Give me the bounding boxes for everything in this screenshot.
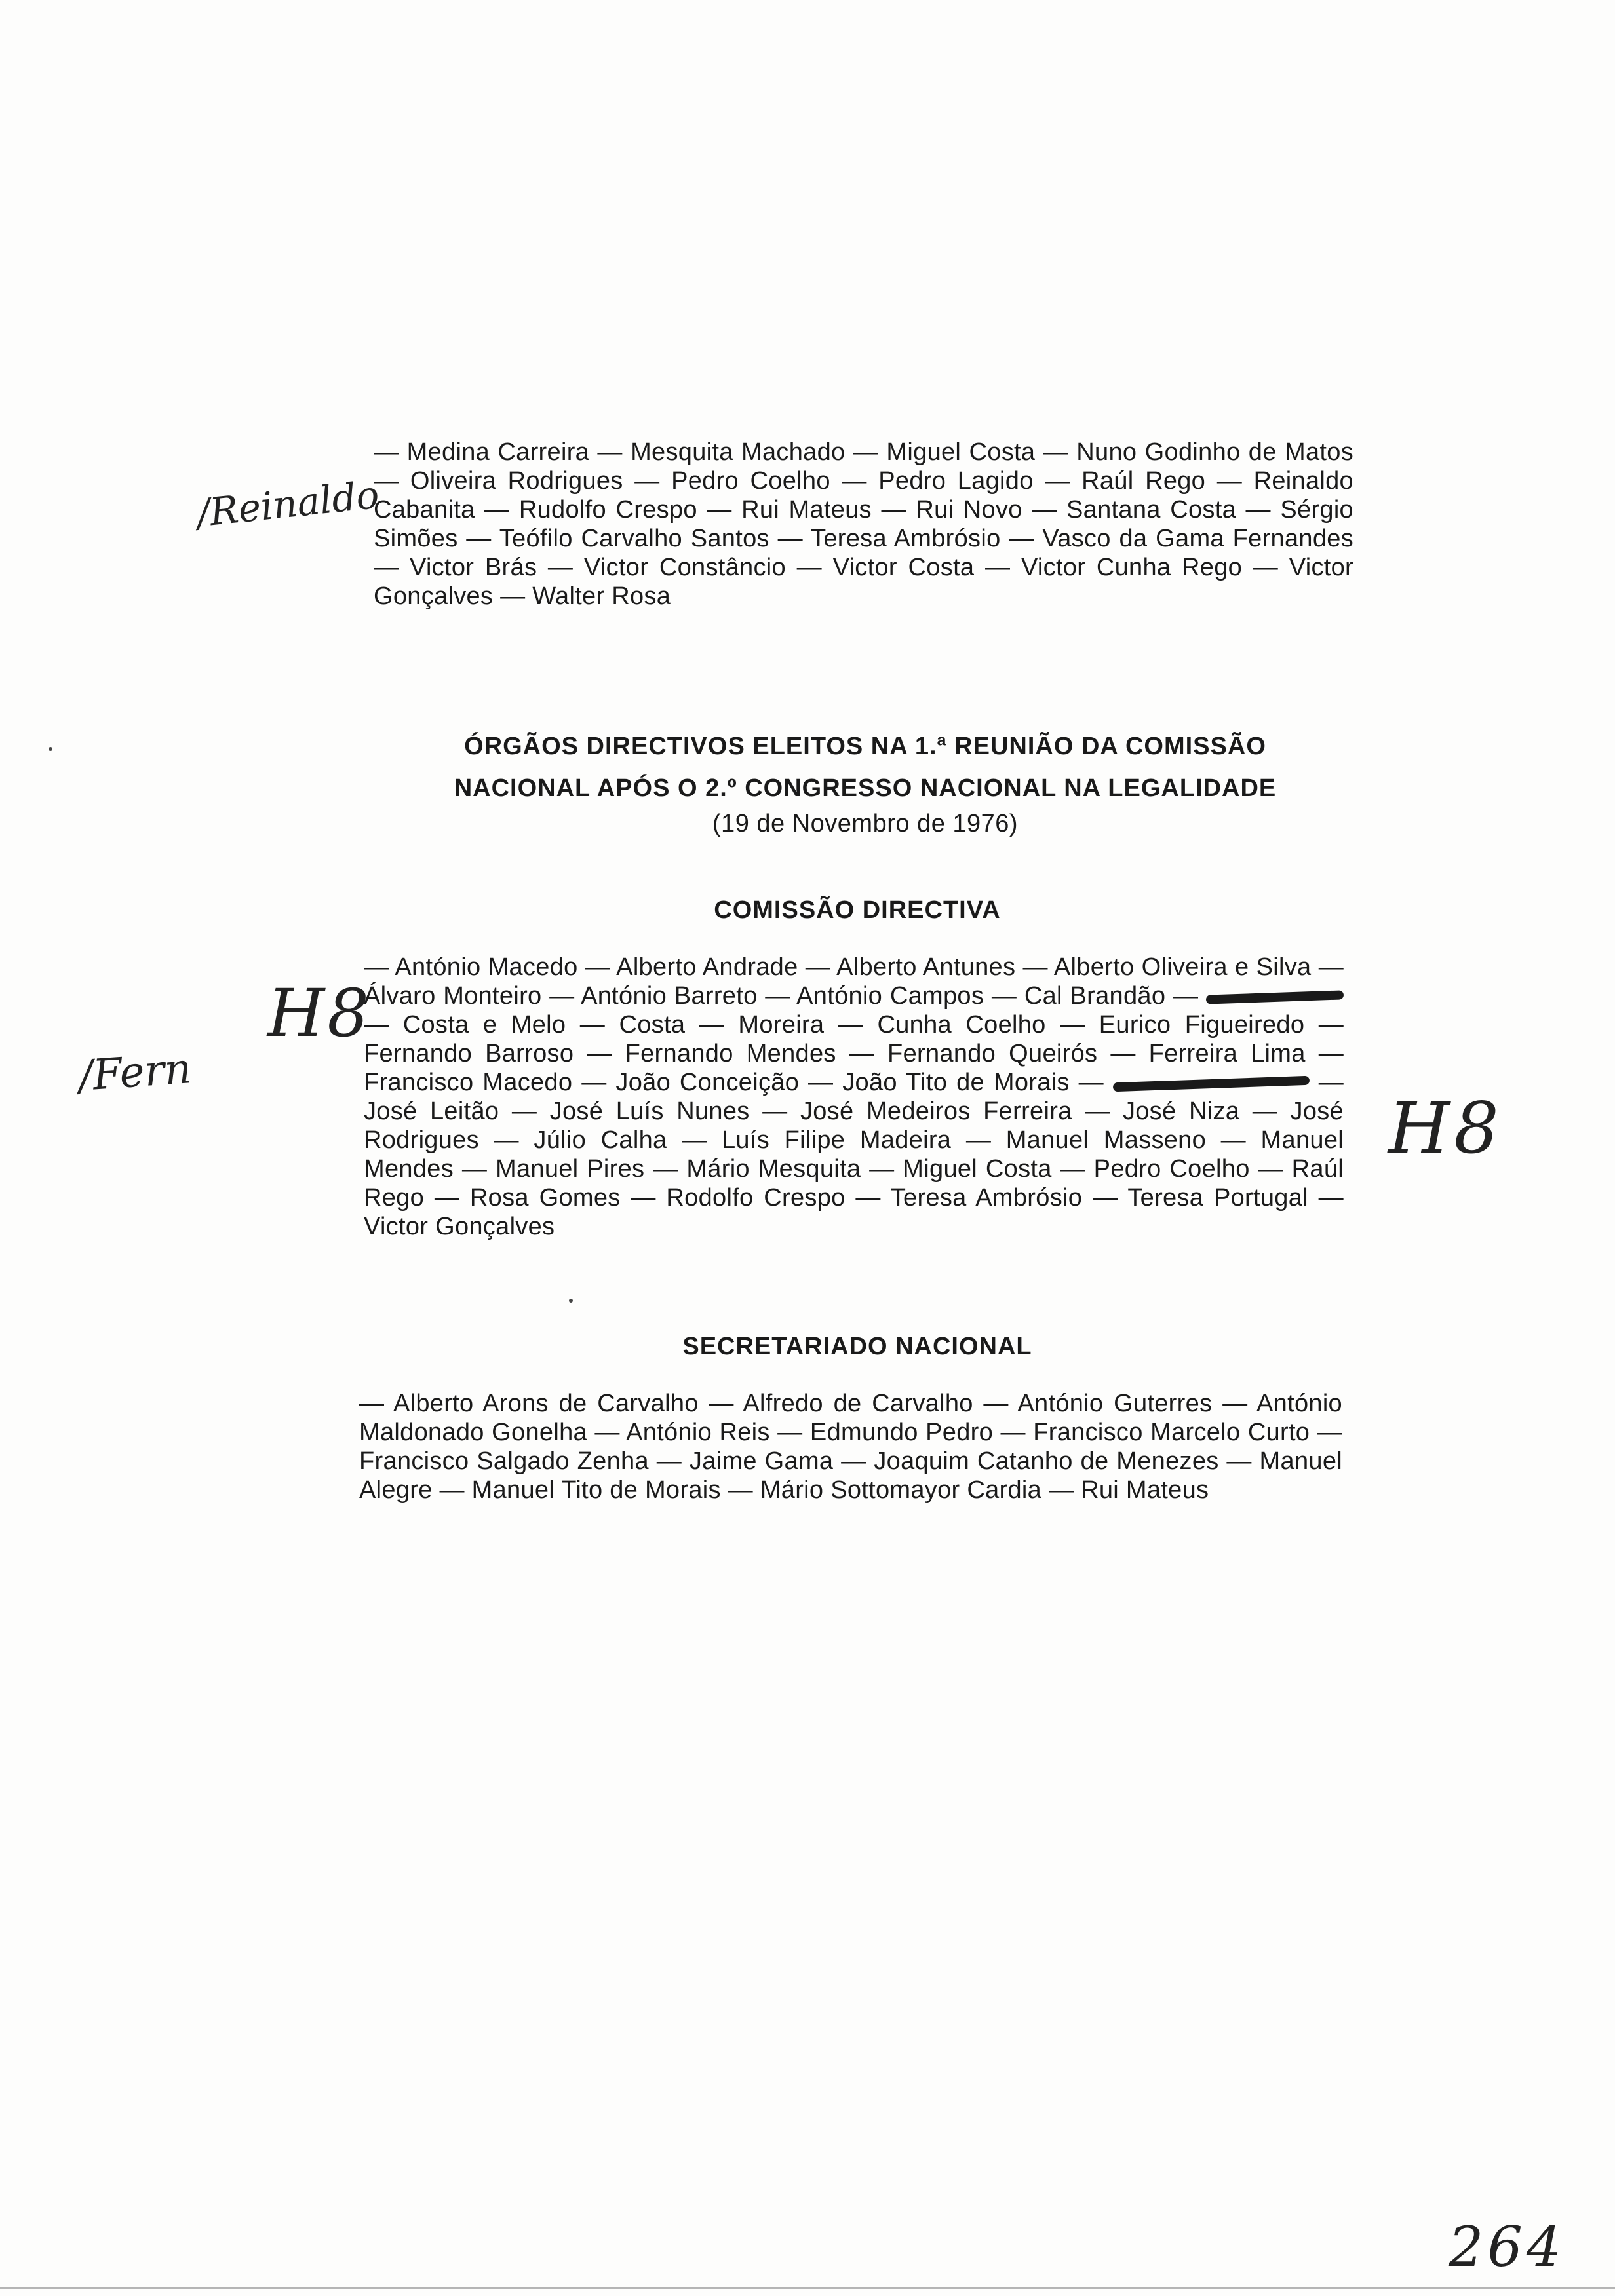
scan-speck — [569, 1299, 573, 1303]
handwritten-strikeout — [1206, 990, 1344, 1004]
handwritten-margin-note-left: /Fern — [77, 1044, 193, 1101]
handwritten-page-number: 264 — [1449, 2215, 1566, 2279]
members-list-paragraph: — Medina Carreira — Mesquita Machado — Miguel Costa — Nuno Godinho de Matos — Oliveira Rodrigues — Pedro Coelho — Pedro Lagido — Raúl Rego — Reinaldo Cabanita — Rudolfo Crespo — Rui Mateus — Rui Novo — Santana Costa — Sérgio Simões — Teófilo Carvalho Santos — Teresa Ambrósio — Vasco da Gama Fernandes — Victor Brás — Victor Constâncio — Victor Costa — Victor Cunha Rego — Victor Gonçalves — Walter Rosa — [374, 438, 1353, 610]
section-title-comissao-directiva: COMISSÃO DIRECTIVA — [714, 896, 1001, 924]
document-date: (19 de Novembro de 1976) — [712, 810, 1019, 837]
comissao-directiva-text-3: — José Leitão — José Luís Nunes — José Medeiros Ferreira — José Niza — José Rodrigues — Júlio Calha — Luís Filipe Madeira — Manuel Masseno — Manuel Mendes — Manuel Pires — Mário Mesquita — Miguel Costa — Pedro Coelho — Raúl Rego — Rosa Gomes — Rodolfo Crespo — Teresa Ambrósio — Teresa Portugal — Victor Gonçalves — [364, 1069, 1344, 1240]
comissao-directiva-text-2: — Costa e Melo — Costa — Moreira — Cunha Coelho — Eurico Figueiredo — Fernando Barroso — Fernando Mendes — Fernando Queirós — Ferreira Lima — Francisco Macedo — João Conceição — João Tito de Morais — — [364, 1011, 1344, 1096]
comissao-directiva-text-1: — António Macedo — Alberto Andrade — Alberto Antunes — Alberto Oliveira e Silva — Álvaro Monteiro — António Barreto — António Campos — Cal Brandão — — [364, 953, 1344, 1010]
section-title-secretariado-nacional: SECRETARIADO NACIONAL — [682, 1333, 1032, 1360]
document-heading-line-2: NACIONAL APÓS O 2.º CONGRESSO NACIONAL NA LEGALIDADE — [454, 775, 1277, 802]
scan-speck — [49, 747, 52, 751]
handwritten-h8-mark-left: H8 — [267, 975, 372, 1052]
scan-bottom-edge — [0, 2287, 1615, 2289]
document-heading-line-1: ÓRGÃOS DIRECTIVOS ELEITOS NA 1.ª REUNIÃO DA COMISSÃO — [464, 733, 1266, 760]
comissao-directiva-members — [364, 953, 1344, 1241]
handwritten-strikeout — [1113, 1076, 1310, 1092]
handwritten-margin-note-top: /Reinaldo — [195, 472, 381, 536]
handwritten-h8-mark-right: H8 — [1388, 1088, 1503, 1170]
secretariado-nacional-members: — Alberto Arons de Carvalho — Alfredo de Carvalho — António Guterres — António Maldonado Gonelha — António Reis — Edmundo Pedro — Francisco Marcelo Curto — Francisco Salgado Zenha — Jaime Gama — Joaquim Catanho de Menezes — Manuel Alegre — Manuel Tito de Morais — Mário Sottomayor Cardia — Rui Mateus — [359, 1390, 1342, 1504]
